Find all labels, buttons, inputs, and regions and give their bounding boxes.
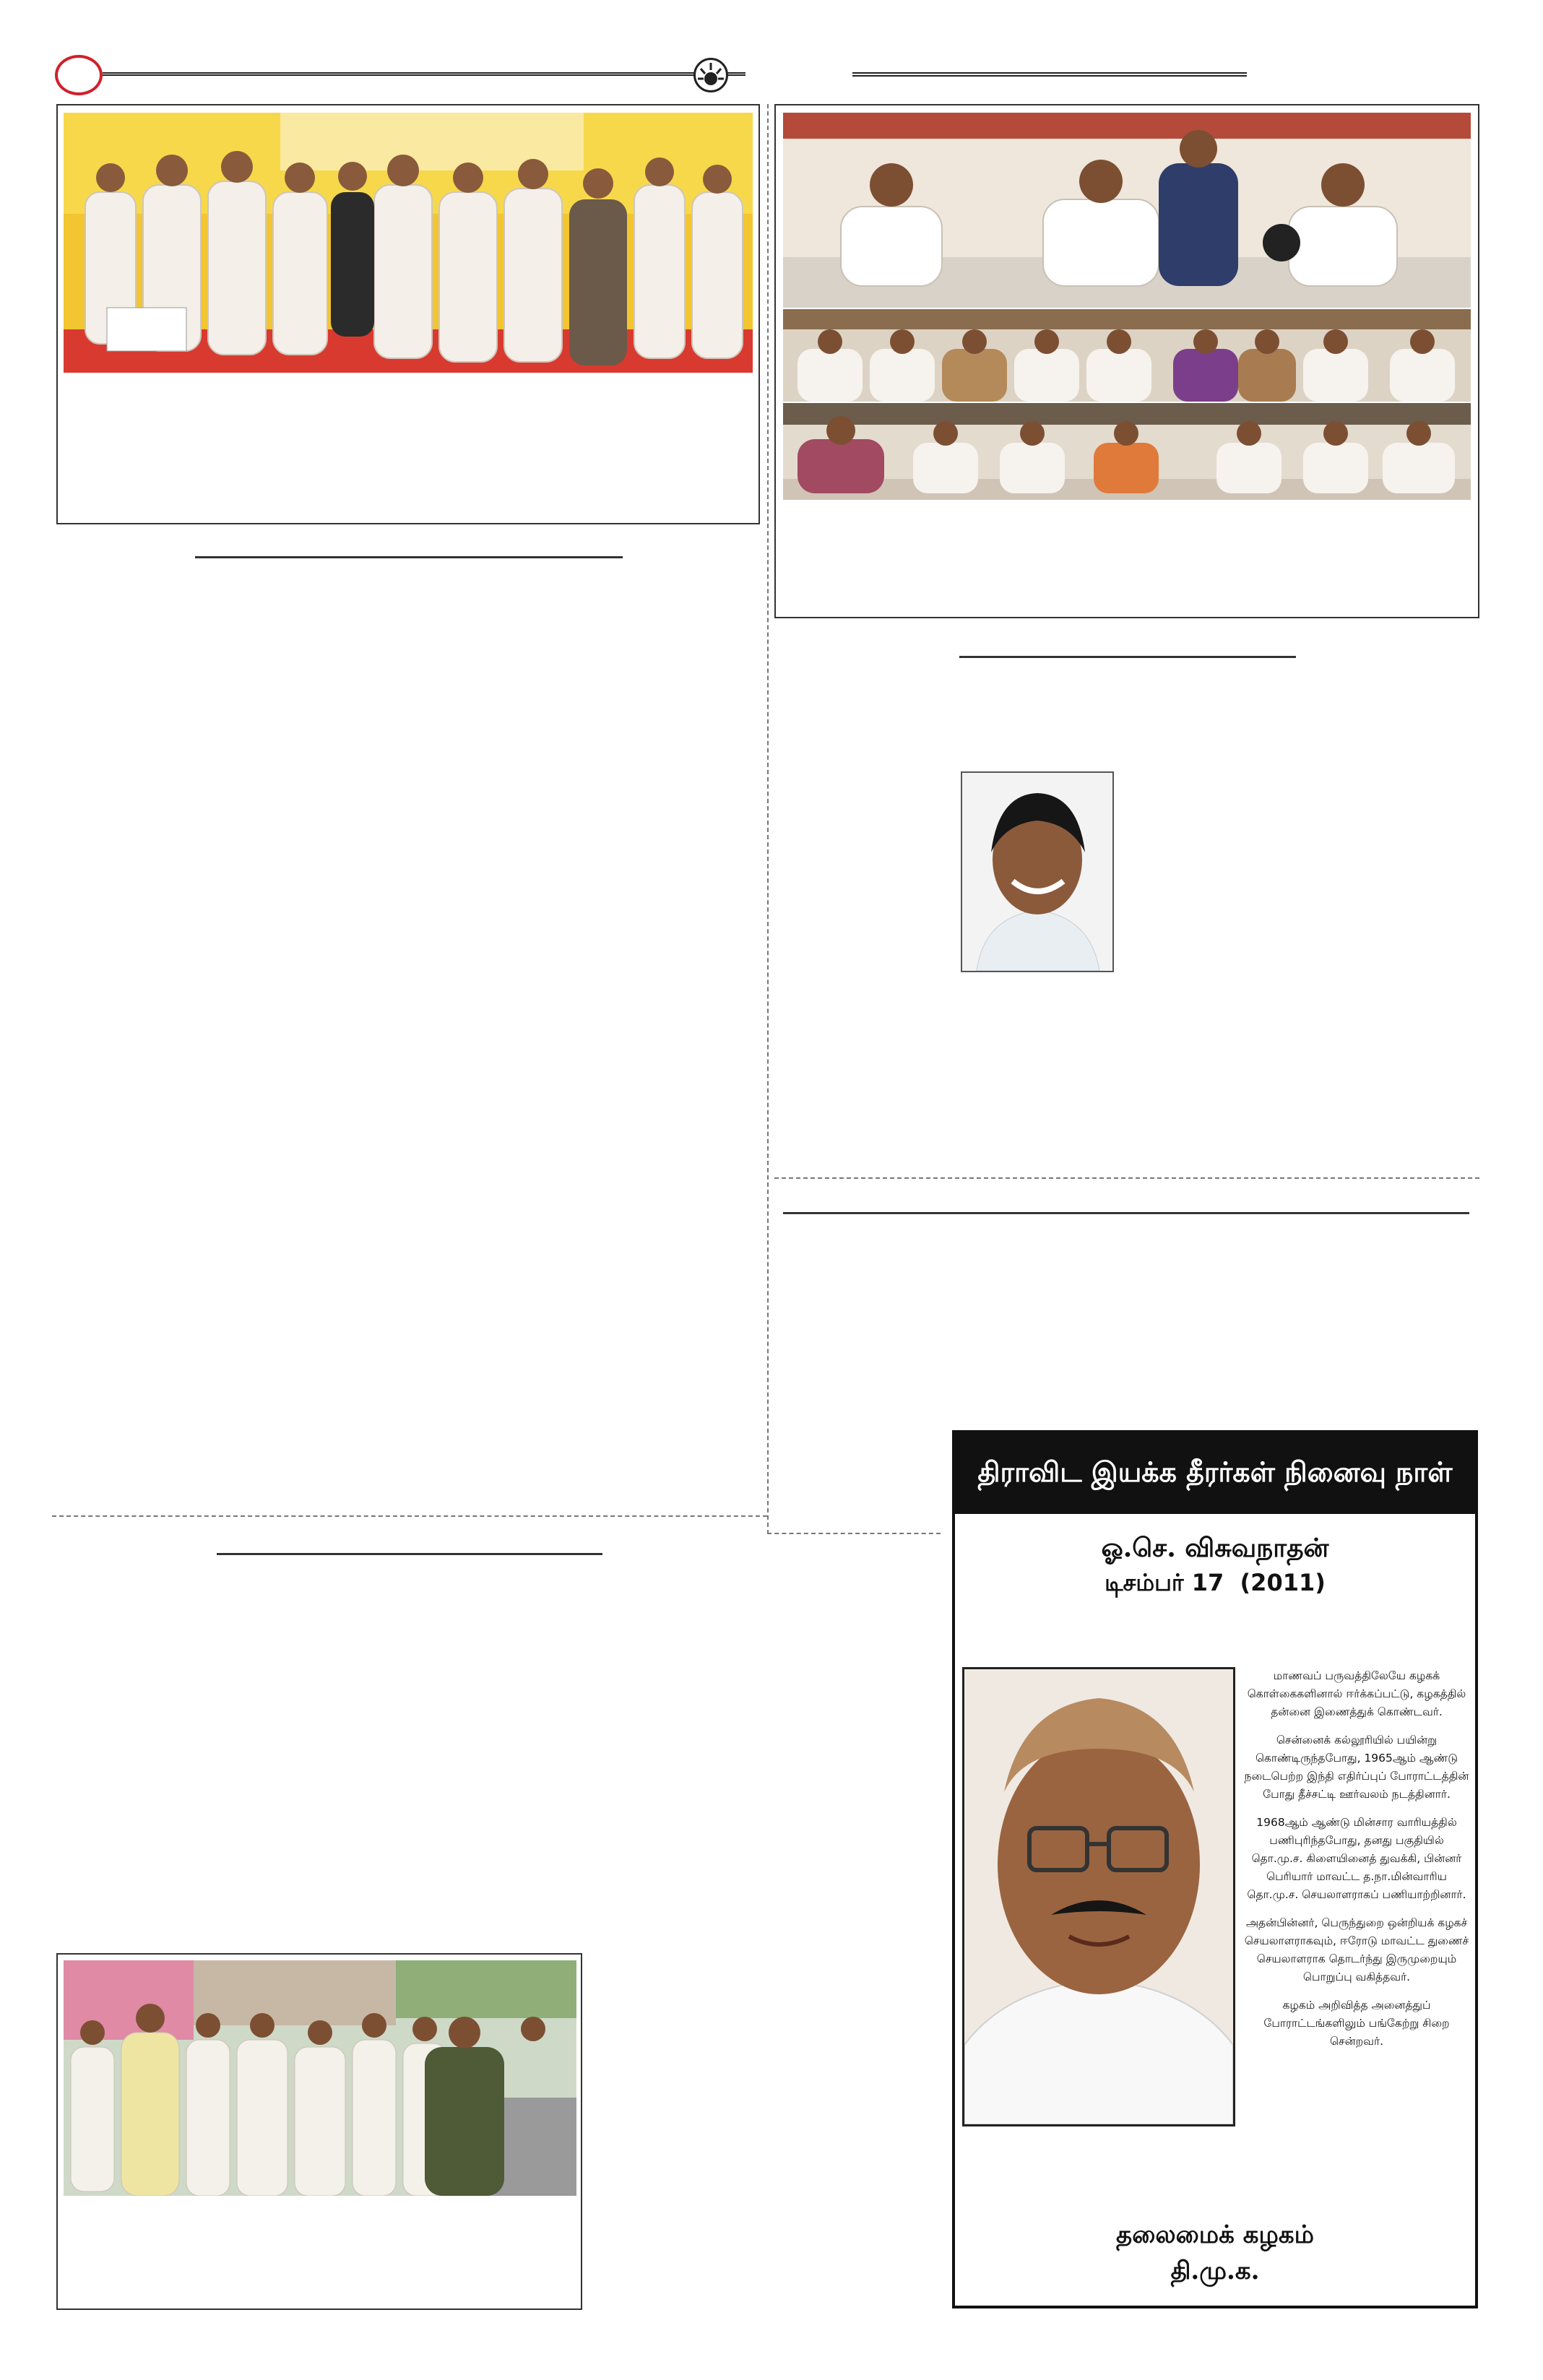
article-bottom-left-headline-rule <box>217 1553 602 1555</box>
memorial-person-name: ஓ.செ. விசுவநாதன் <box>1101 1533 1329 1563</box>
rising-sun-emblem-icon <box>693 58 728 92</box>
memorial-bio-paragraph: சென்னைக் கல்லூரியில் பயின்று கொண்டிருந்தபோது, 1965ஆம் ஆண்டு நடைபெற்ற இந்தி எதிர்ப்புப் போராட்டத்தின் போது தீச்சட்டி ஊர்வலம் நடத்தினார். <box>1244 1734 1469 1801</box>
inspection-photo-group <box>64 1960 576 2196</box>
article-top-left-headline-rule <box>195 556 623 558</box>
portrait-photo-young-man <box>961 771 1114 972</box>
memorial-footer-line-1: தலைமைக் கழகம் <box>1116 2220 1314 2249</box>
memorial-bio-paragraph: கழகம் அறிவித்த அனைத்துப் போராட்டங்களிலும் பங்கேற்று சிறை சென்றவர். <box>1263 1999 1450 2048</box>
masthead-rule <box>103 72 745 76</box>
memorial-biography <box>1244 1667 1469 2129</box>
masthead-circle-logo <box>55 55 103 95</box>
memorial-date: டிசம்பர் 17 (2011) <box>1105 1569 1326 1596</box>
memorial-bio-paragraph: அதன்பின்னர், பெருந்துறை ஒன்றியக் கழகச் செயலாளராகவும், ஈரோடு மாவட்ட துணைச் செயலாளராக தொடர்ந்து இருமுறையும் பொறுப்பு வகித்தவர். <box>1244 1916 1469 1983</box>
masthead-right-rule <box>852 72 1247 77</box>
memorial-footer-line-2: தி.மு.க. <box>1170 2256 1260 2285</box>
meeting-photo-bottom-panel <box>783 403 1471 500</box>
memorial-advertisement <box>952 1430 1478 2308</box>
divider-left-lower <box>52 1515 767 1517</box>
memorial-bio-paragraph: மாணவப் பருவத்திலேயே கழகக் கொள்கைகளினால் ஈர்க்கப்பட்டு, கழகத்தில் தன்னை இணைத்துக் கொண்டவர். <box>1247 1669 1466 1718</box>
article-top-left-photo-box <box>56 104 760 524</box>
article-top-right-headline-rule <box>959 656 1296 658</box>
divider-right-lower <box>767 1533 941 1534</box>
article-bottom-left-photo-box <box>56 1953 582 2310</box>
memorial-bio-paragraph: 1968ஆம் ஆண்டு மின்சார வாரியத்தில் பணிபுரிந்தபோது, தனது பகுதியில் தொ.மு.ச. கிளையினைத் துவக்கி, பின்னர் பெரியார் மாவட்ட த.நா.மின்வாரிய தொ.மு.ச. செயலாளராகப் பணியாற்றினார். <box>1247 1816 1466 1901</box>
page-masthead <box>55 52 734 95</box>
meeting-photo-top-panel <box>783 113 1471 308</box>
article-top-right-photo-box <box>774 104 1479 618</box>
memorial-portrait-photo <box>962 1667 1235 2126</box>
memorial-banner <box>955 1433 1475 1514</box>
article-right-middle-headline-rule <box>783 1212 1469 1214</box>
memorial-banner-title: திராவிட இயக்க தீரர்கள் நினைவு நாள் <box>977 1455 1453 1488</box>
meeting-photo-middle-panel <box>783 309 1471 402</box>
event-photo-handing-over <box>64 113 753 373</box>
divider-right-middle <box>774 1177 1479 1179</box>
column-divider-vertical <box>767 104 769 1534</box>
